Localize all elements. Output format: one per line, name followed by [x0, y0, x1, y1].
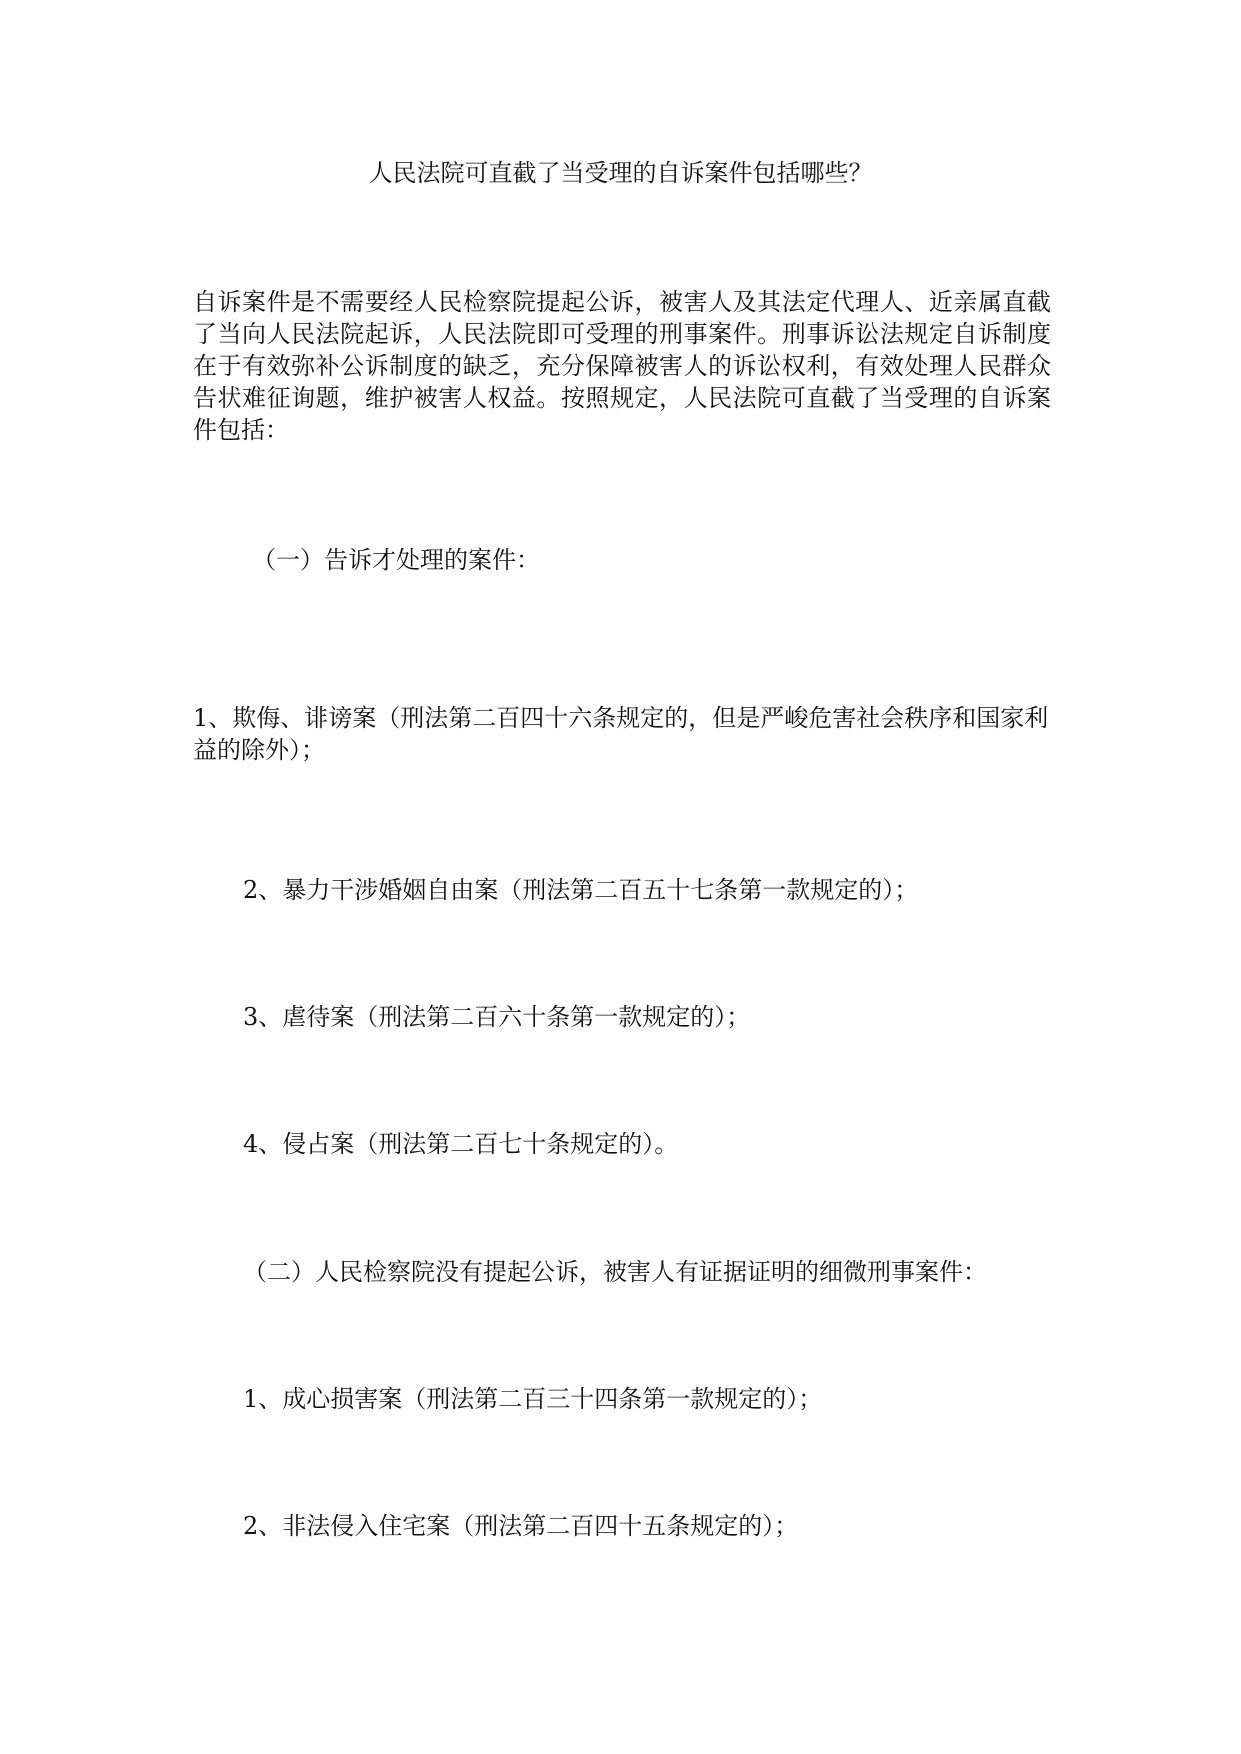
list-item: 2、非法侵入住宅案（刑法第二百四十五条规定的）； — [243, 1512, 799, 1540]
section-heading-1: （一）告诉才处理的案件： — [252, 546, 540, 574]
document-title: 人民法院可直截了当受理的自诉案件包括哪些？ — [368, 159, 873, 187]
intro-paragraph: 自诉案件是不需要经人民检察院提起公诉，被害人及其法定代理人、近亲属直截了当向人民法院起诉，人民法院即可受理的刑事案件。刑事诉讼法规定自诉制度在于有效弥补公诉制度的缺乏，充分保障被害人的诉讼权利，有效处理人民群众告状难征询题，维护被害人权益。按照规定，人民法院可直截了当受理的自诉案件包括： — [193, 288, 1051, 444]
list-item: 3、虐待案（刑法第二百六十条第一款规定的）； — [243, 1003, 751, 1031]
list-item: 1、成心损害案（刑法第二百三十四条第一款规定的）； — [243, 1385, 823, 1413]
section-heading-2: （二）人民检察院没有提起公诉，被害人有证据证明的细微刑事案件： — [243, 1258, 987, 1286]
list-item: 4、侵占案（刑法第二百七十条规定的）。 — [243, 1130, 679, 1158]
list-item: 2、暴力干涉婚姻自由案（刑法第二百五十七条第一款规定的）； — [243, 876, 919, 904]
list-item: 1、欺侮、诽谤案（刑法第二百四十六条规定的，但是严峻危害社会秩序和国家利益的除外）； — [193, 704, 1049, 764]
